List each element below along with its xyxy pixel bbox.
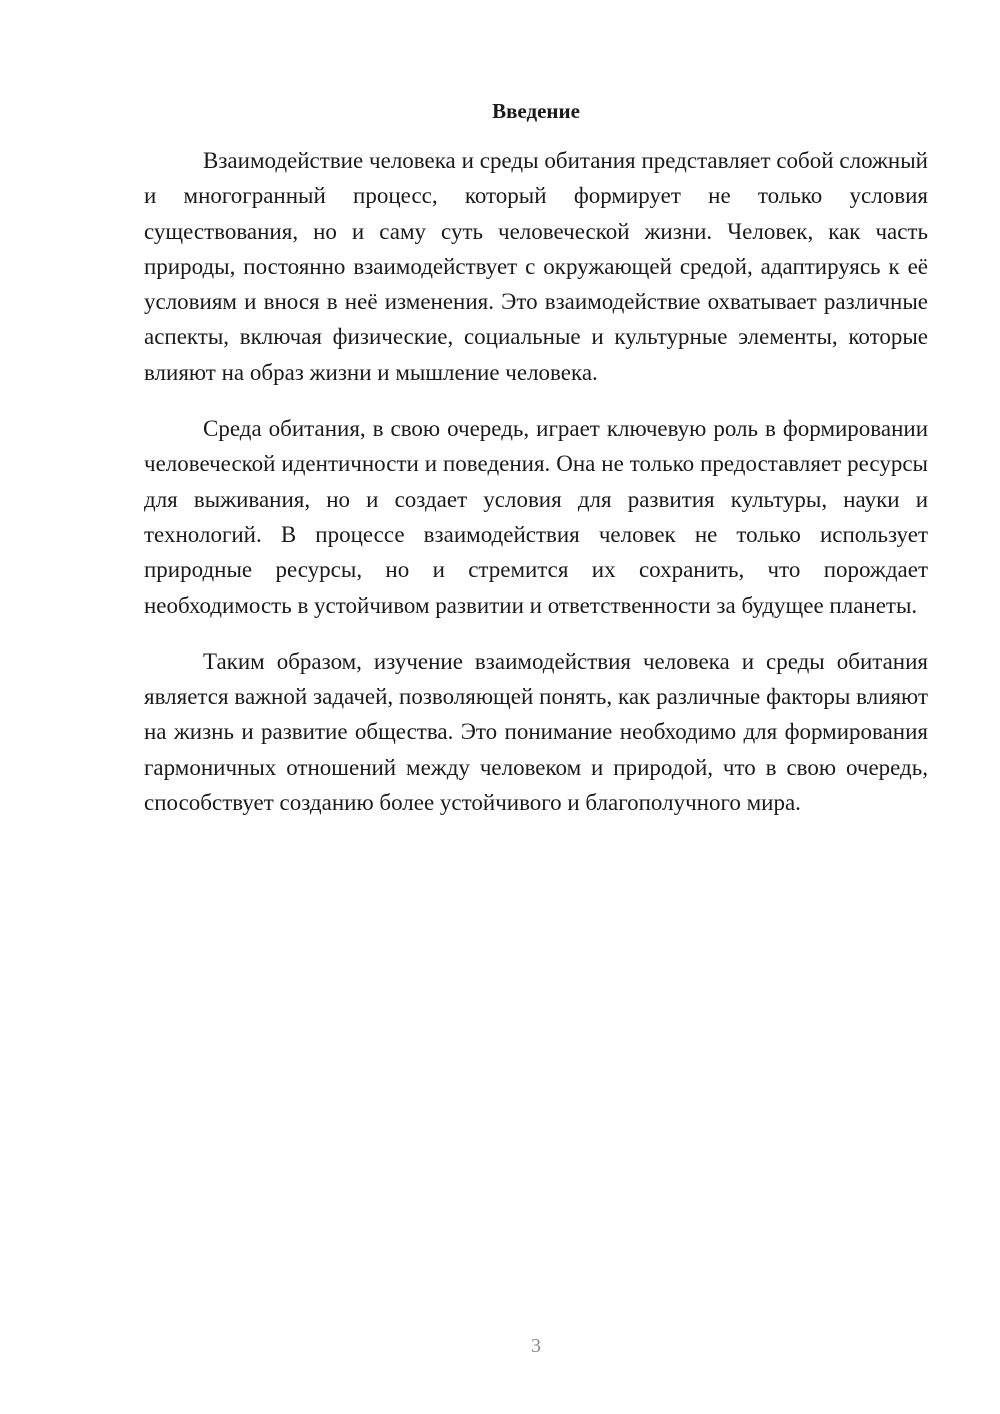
- document-body: [144, 143, 928, 820]
- paragraph-2: Среда обитания, в свою очередь, играет ключевую роль в формировании человеческой идентичности и поведения. Она не только предоставляет ресурсы для выживания, но и создает условия для развития культуры, науки и технологий. В процессе взаимодействия человек не только использует природные ресурсы, но и стремится их сохранить, что порождает необходимость в устойчивом развитии и ответственности за будущее планеты.: [144, 416, 928, 618]
- section-heading: Введение: [492, 99, 580, 123]
- paragraph-1: Взаимодействие человека и среды обитания представляет собой сложный и многогранный процесс, который формирует не только условия существования, но и саму суть человеческой жизни. Человек, как часть природы, постоянно взаимодействует с окружающей средой, адаптируясь к её условиям и внося в неё изменения. Это взаимодействие охватывает различные аспекты, включая физические, социальные и культурные элементы, которые влияют на образ жизни и мышление человека.: [144, 148, 928, 385]
- paragraph-3: Таким образом, изучение взаимодействия человека и среды обитания является важной задачей, позволяющей понять, как различные факторы влияют на жизнь и развитие общества. Это понимание необходимо для формирования гармоничных отношений между человеком и природой, что в свою очередь, способствует созданию более устойчивого и благополучного мира.: [144, 648, 928, 816]
- page-number: 3: [531, 1335, 541, 1357]
